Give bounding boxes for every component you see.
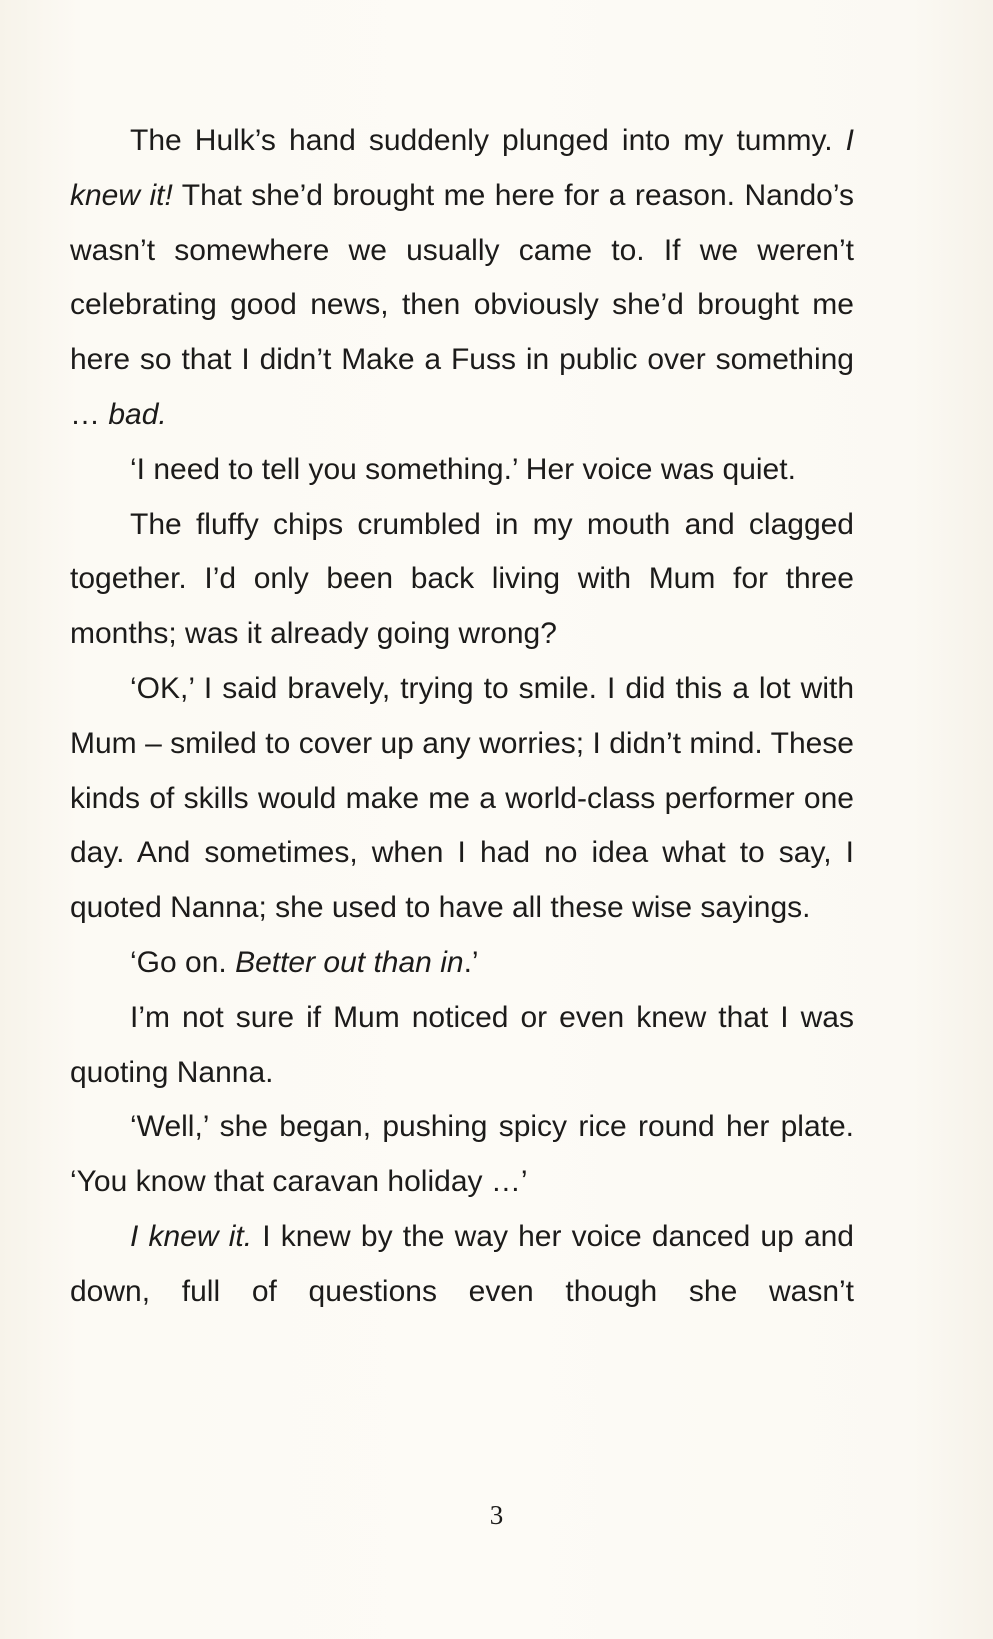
page-number: 3 (489, 1500, 504, 1530)
text-run: ‘OK,’ I said bravely, trying to smile. I did this a lot with Mum – smiled to cover up any worries; I didn’t mind. These kinds of skills would make me a world-class performer one day. And sometimes, when I had no idea what to say, I quoted Nanna; she used to have all these wise sayings. (70, 671, 854, 925)
text-run: .’ (463, 945, 479, 979)
paragraph (70, 1100, 854, 1210)
italic-text: I knew it. (130, 1219, 253, 1253)
paragraph (70, 1210, 854, 1320)
paragraph (70, 498, 854, 662)
paragraph (70, 662, 854, 936)
text-run: The fluffy chips crumbled in my mouth and clagged together. I’d only been back living with Mum for three months; was it already going wrong? (70, 507, 854, 651)
text-run: ‘I need to tell you something.’ Her voice was quiet. (130, 452, 796, 486)
italic-text: Better out than in (235, 945, 464, 979)
text-run: That she’d brought me here for a reason. Nando’s wasn’t somewhere we usually came to. If we weren’t celebrating good news, then obviously she’d brought me here so that I didn’t Make a Fuss in public over something … (70, 178, 854, 431)
text-run: ‘Go on. (130, 945, 236, 979)
italic-text: bad. (108, 397, 167, 431)
text-run: The Hulk’s hand suddenly plunged into my tummy. (130, 124, 846, 157)
paragraph (70, 991, 854, 1101)
paragraph (70, 114, 854, 443)
paragraph (70, 443, 854, 498)
text-run: I knew by the way her voice danced up and down, full of questions even though she wasn’t (70, 1219, 854, 1308)
paragraph (70, 936, 854, 991)
body-text (70, 114, 854, 1320)
italic-text: I knew it! (70, 124, 854, 212)
text-run: I’m not sure if Mum noticed or even knew that I was quoting Nanna. (70, 1000, 854, 1089)
text-run: ‘Well,’ she began, pushing spicy rice round her plate. ‘You know that caravan holiday …’ (70, 1110, 854, 1199)
